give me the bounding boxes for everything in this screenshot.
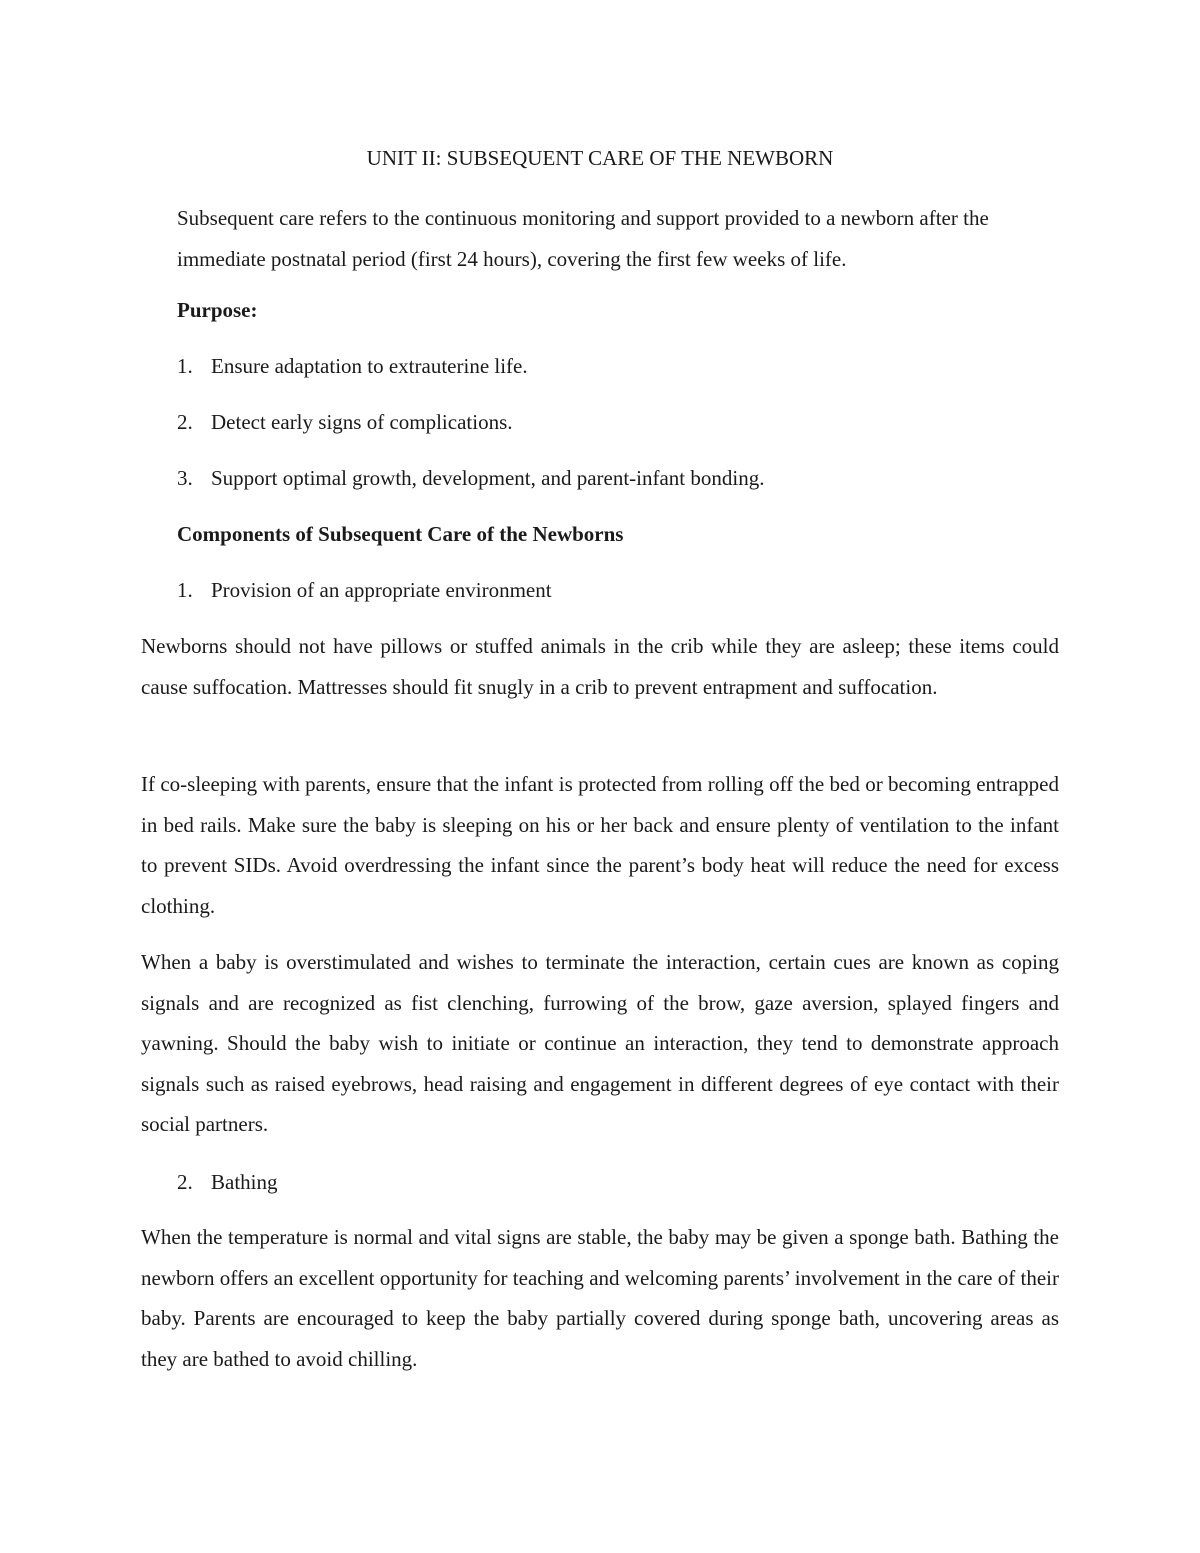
purpose-item — [177, 408, 513, 436]
section-heading-bathing — [177, 1168, 278, 1196]
intro-paragraph: Subsequent care refers to the continuous monitoring and support provided to a newborn after the immediate postnatal period (first 24 hours), covering the first few weeks of life. — [177, 206, 989, 271]
purpose-item — [177, 352, 528, 380]
purpose-item-number: 1. — [177, 354, 193, 378]
components-heading: Components of Subsequent Care of the Newborns — [177, 522, 624, 546]
section-number: 1. — [177, 578, 193, 602]
body-paragraph: Newborns should not have pillows or stuffed animals in the crib while they are asleep; these items could cause suffocation. Mattresses should fit snugly in a crib to prevent entrapment and suffocation. — [141, 634, 1059, 699]
purpose-item-text: Support optimal growth, development, and parent-infant bonding. — [211, 466, 765, 490]
section-number: 2. — [177, 1170, 193, 1194]
purpose-item — [177, 464, 764, 492]
purpose-item-number: 2. — [177, 410, 193, 434]
section-title: Bathing — [211, 1170, 278, 1194]
body-paragraph: When the temperature is normal and vital signs are stable, the baby may be given a sponge bath. Bathing the newborn offers an excellent opportunity for teaching and welcoming parents’ involvement in the care of their baby. Parents are encouraged to keep the baby partially covered during sponge bath, uncovering areas as they are bathed to avoid chilling. — [141, 1225, 1059, 1371]
section-heading-environment — [177, 576, 552, 604]
section-title: Provision of an appropriate environment — [211, 578, 552, 602]
body-paragraph: When a baby is overstimulated and wishes to terminate the interaction, certain cues are known as coping signals and are recognized as fist clenching, furrowing of the brow, gaze aversion, splayed fingers and yawning. Should the baby wish to initiate or continue an interaction, they tend to demonstrate approach signals such as raised eyebrows, head raising and engagement in different degrees of eye contact with their social partners. — [141, 950, 1059, 1136]
purpose-item-text: Ensure adaptation to extrauterine life. — [211, 354, 528, 378]
purpose-item-text: Detect early signs of complications. — [211, 410, 513, 434]
purpose-item-number: 3. — [177, 466, 193, 490]
purpose-heading: Purpose: — [177, 298, 258, 322]
page-title: UNIT II: SUBSEQUENT CARE OF THE NEWBORN — [366, 146, 834, 170]
body-paragraph: If co-sleeping with parents, ensure that the infant is protected from rolling off the bed or becoming entrapped in bed rails. Make sure the baby is sleeping on his or her back and ensure plenty of ventilation to the infant to prevent SIDs. Avoid overdressing the infant since the parent’s body heat will reduce the need for excess clothing. — [141, 772, 1059, 918]
